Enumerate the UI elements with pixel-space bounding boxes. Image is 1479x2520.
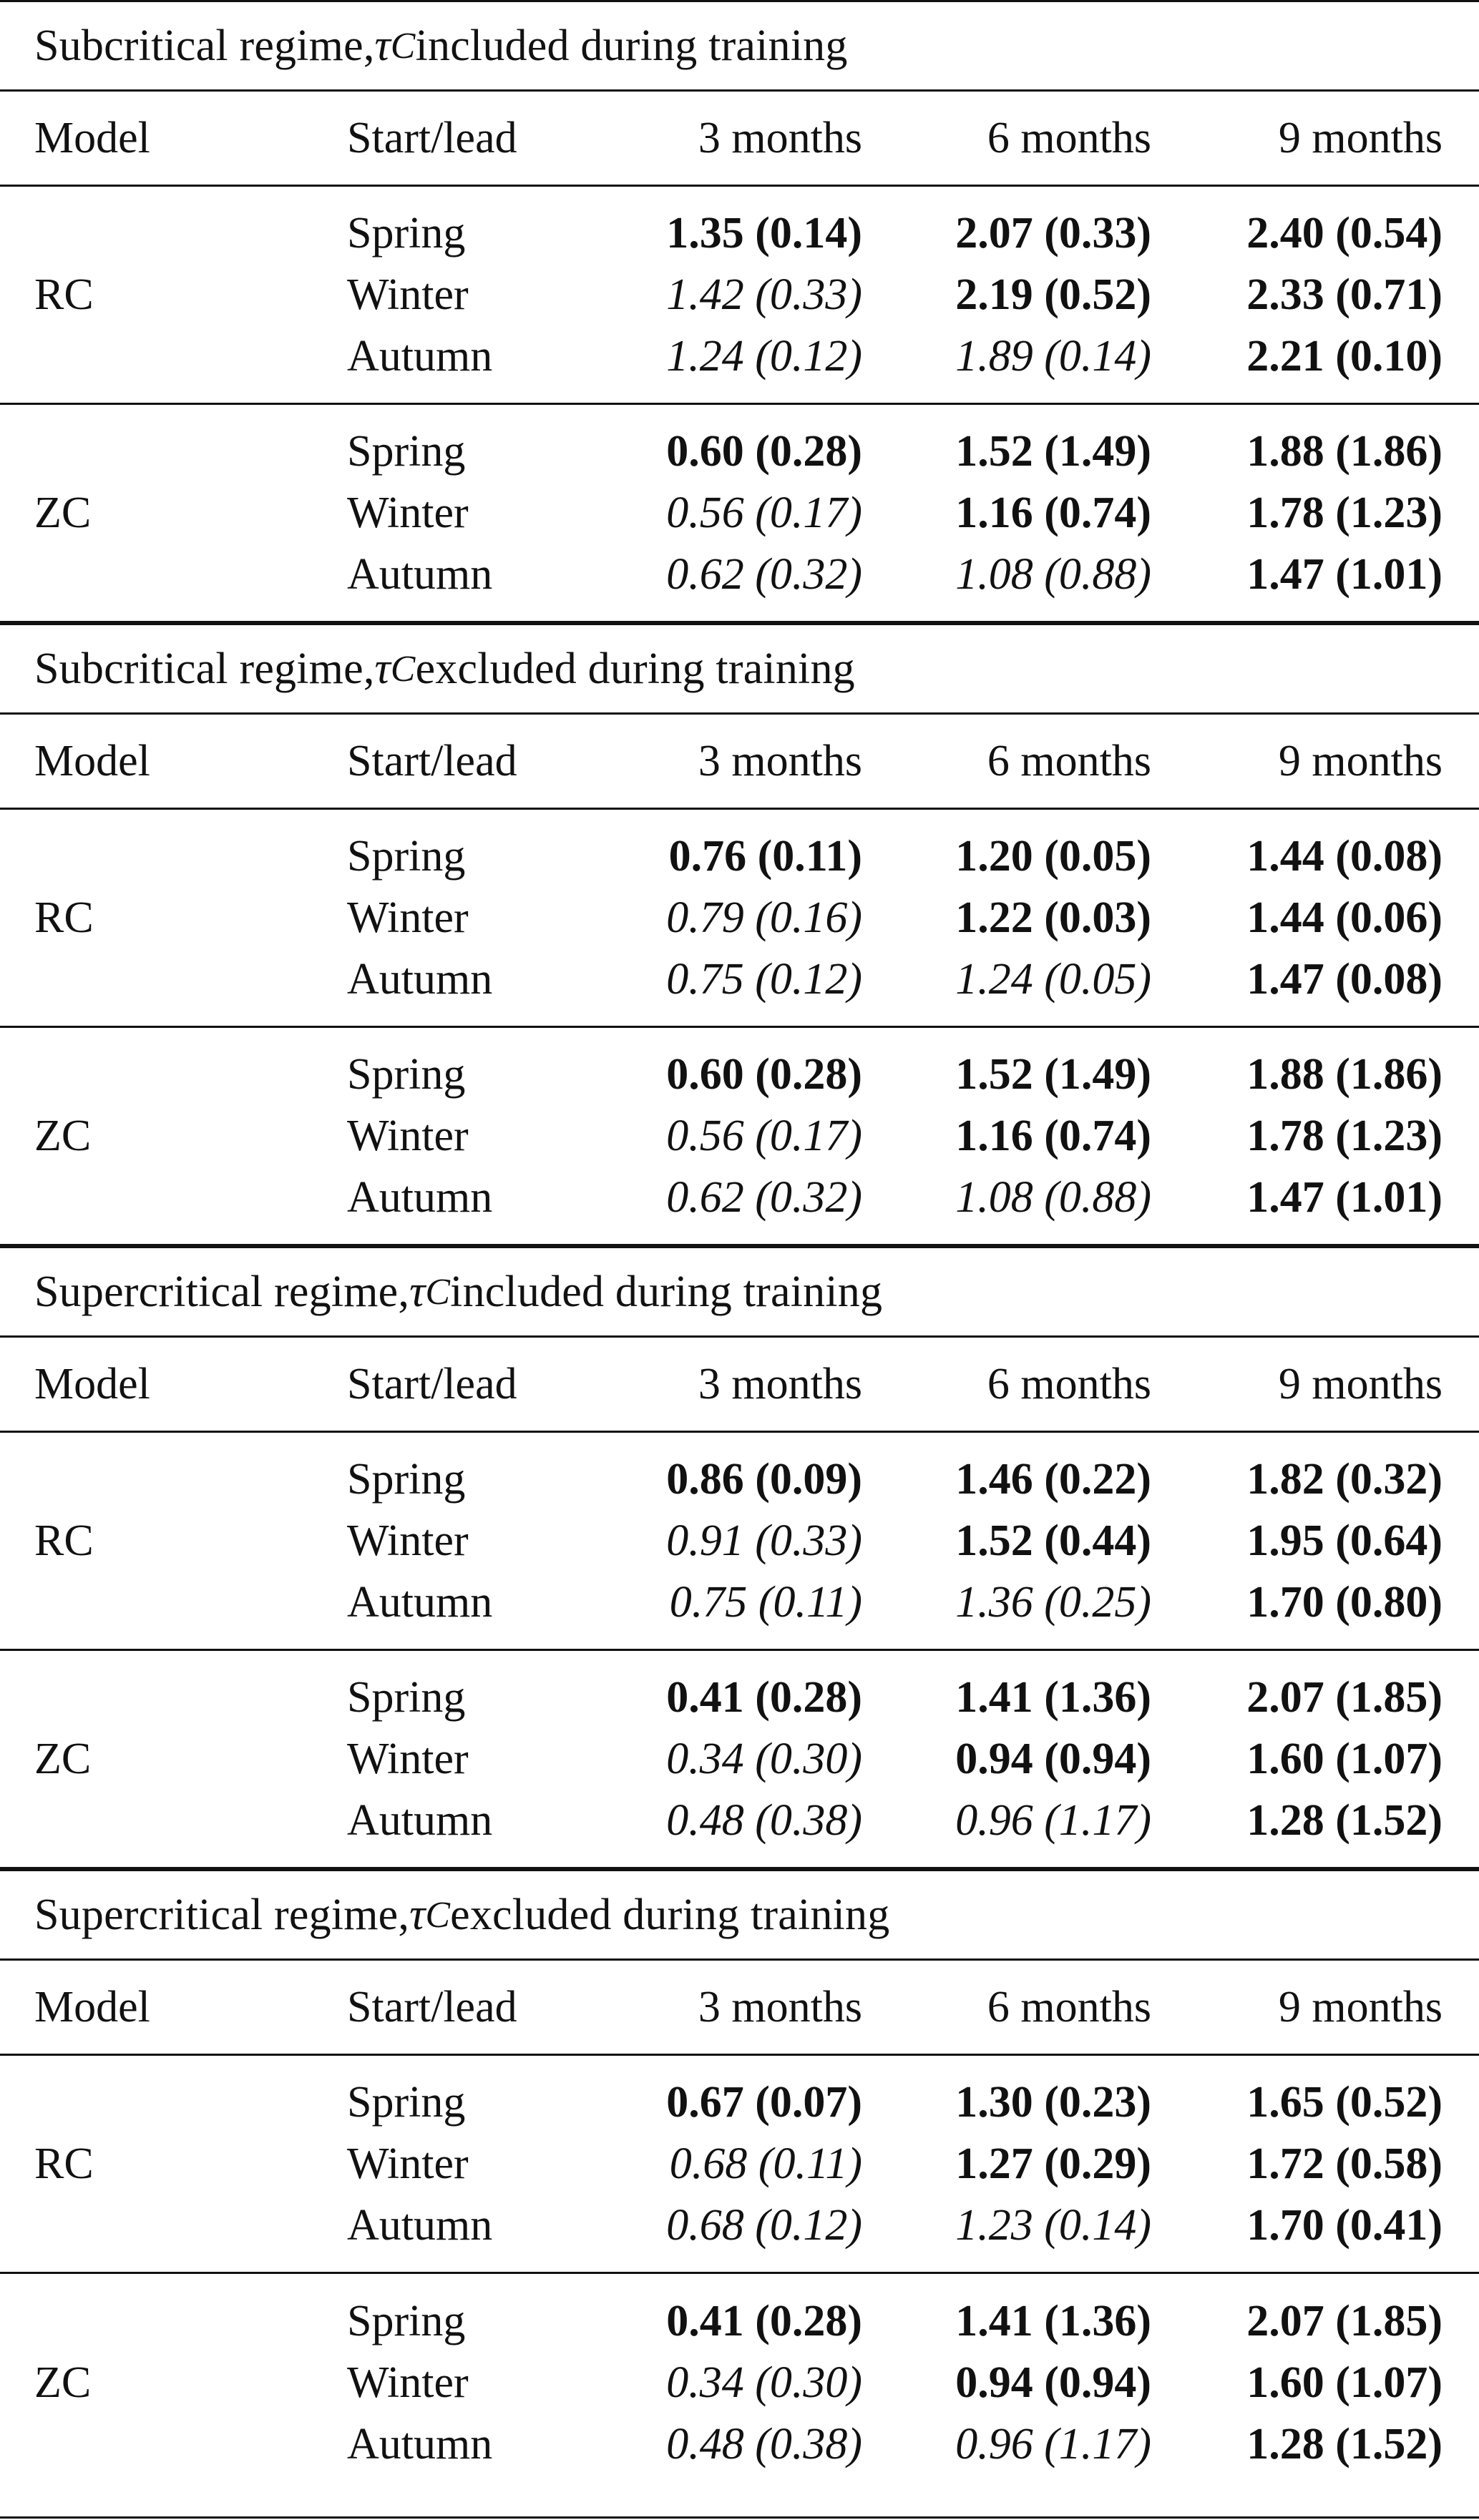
table-row [347,1510,1443,1572]
model-rows [347,421,1443,605]
lead-9-months-cell: 1.47 (1.01) [1246,1172,1443,1222]
table-section [0,1869,1479,2492]
lead-6-months-cell: 1.16 (0.74) [955,488,1151,537]
lead-6-months-cell: 1.46 (0.22) [955,1454,1151,1504]
start-season-cell: Winter [347,270,469,319]
lead-3-months-cell: 1.35 (0.14) [666,208,862,258]
start-season-cell: Spring [347,1049,466,1099]
column-header-row [0,715,1479,810]
start-season-cell: Autumn [347,1577,493,1627]
lead-9-months-cell: 1.95 (0.64) [1246,1516,1443,1565]
start-season-cell: Spring [347,1454,466,1504]
column-header-6-months: 6 months [987,113,1151,162]
column-header-3-months: 3 months [698,736,862,785]
lead-6-months-cell: 1.41 (1.36) [955,2297,1151,2345]
column-header-9-months: 9 months [1278,736,1443,785]
table-row [347,948,1443,1010]
tau-subscript: C [425,1271,451,1313]
table-row [347,544,1443,605]
table-row [347,1167,1443,1228]
model-rows [347,2291,1443,2476]
table-row [347,264,1443,325]
model-block [0,2056,1479,2274]
lead-9-months-cell: 2.07 (1.85) [1246,2297,1443,2345]
lead-6-months-cell: 1.30 (0.23) [955,2077,1151,2127]
start-season-cell: Winter [347,1516,469,1565]
column-header-row [0,1961,1479,2056]
table-bottom-rule [0,2516,1479,2519]
model-rows [347,1448,1443,1633]
lead-9-months-cell: 1.47 (1.01) [1246,549,1443,599]
lead-6-months-cell: 1.27 (0.29) [955,2139,1151,2188]
lead-3-months-cell: 0.41 (0.28) [666,2297,862,2345]
model-rows [347,825,1443,1010]
lead-9-months-cell: 1.82 (0.32) [1246,1454,1443,1504]
table-section [0,623,1479,1246]
start-season-cell: Autumn [347,1795,493,1845]
lead-6-months-cell: 1.24 (0.05) [955,954,1151,1004]
lead-9-months-cell: 1.65 (0.52) [1246,2077,1443,2127]
lead-9-months-cell: 2.33 (0.71) [1246,270,1443,319]
lead-3-months-cell: 1.42 (0.33) [666,270,862,319]
column-header-start-lead: Start/lead [347,736,517,785]
table-row [347,825,1443,887]
section-title-prefix: Supercritical regime, [34,1267,410,1316]
lead-3-months-cell: 0.60 (0.28) [666,426,862,476]
start-season-cell: Spring [347,426,466,476]
lead-6-months-cell: 1.52 (1.49) [955,1049,1151,1099]
lead-3-months-cell: 0.48 (0.38) [666,1795,862,1845]
start-season-cell: Autumn [347,331,493,381]
table-row [347,2195,1443,2256]
table-row [347,421,1443,482]
lead-9-months-cell: 1.28 (1.52) [1246,1795,1443,1845]
lead-6-months-cell: 0.94 (0.94) [955,1734,1151,1783]
start-season-cell: Spring [347,2297,466,2345]
lead-3-months-cell: 0.75 (0.11) [669,1577,862,1627]
table-row [347,1572,1443,1633]
lead-9-months-cell: 1.47 (0.08) [1246,954,1443,1004]
lead-6-months-cell: 0.96 (1.17) [955,1795,1151,1845]
table-section [0,0,1479,623]
lead-9-months-cell: 1.70 (0.41) [1246,2200,1443,2250]
tau-symbol: τ [409,1890,426,1939]
start-season-cell: Winter [347,1734,469,1783]
column-header-model: Model [34,736,150,785]
section-title-prefix: Subcritical regime, [34,21,375,70]
column-header-model: Model [34,113,150,162]
table-row [347,1728,1443,1790]
section-title-suffix: included during training [415,21,848,70]
lead-9-months-cell: 2.40 (0.54) [1246,208,1443,258]
lead-3-months-cell: 0.41 (0.28) [666,1672,862,1722]
section-title [0,0,1479,92]
lead-3-months-cell: 1.24 (0.12) [666,331,862,381]
model-block [0,1651,1479,1869]
model-name: RC [34,1516,94,1565]
lead-6-months-cell: 1.22 (0.03) [955,893,1151,942]
lead-6-months-cell: 1.16 (0.74) [955,1111,1151,1160]
lead-3-months-cell: 0.86 (0.09) [666,1454,862,1504]
model-block [0,1433,1479,1651]
model-name: ZC [34,1734,92,1783]
table-row [347,1044,1443,1105]
column-header-start-lead: Start/lead [347,1359,517,1408]
lead-9-months-cell: 1.70 (0.80) [1246,1577,1443,1627]
lead-6-months-cell: 1.08 (0.88) [955,549,1151,599]
lead-6-months-cell: 1.23 (0.14) [955,2200,1151,2250]
start-season-cell: Autumn [347,2200,493,2250]
start-season-cell: Autumn [347,1172,493,1222]
column-header-start-lead: Start/lead [347,1982,517,2031]
lead-6-months-cell: 1.89 (0.14) [955,331,1151,381]
lead-6-months-cell: 2.19 (0.52) [955,270,1151,319]
start-season-cell: Spring [347,208,466,258]
lead-9-months-cell: 1.60 (1.07) [1246,2358,1443,2407]
lead-9-months-cell: 1.78 (1.23) [1246,488,1443,537]
lead-9-months-cell: 1.28 (1.52) [1246,2420,1443,2468]
section-title [0,1246,1479,1338]
lead-9-months-cell: 1.44 (0.08) [1246,831,1443,881]
lead-3-months-cell: 0.62 (0.32) [666,549,862,599]
tau-symbol: τ [409,1267,426,1316]
column-header-model: Model [34,1359,150,1408]
tau-subscript: C [390,25,416,67]
model-rows [347,202,1443,387]
lead-3-months-cell: 0.75 (0.12) [666,954,862,1004]
lead-3-months-cell: 0.91 (0.33) [666,1516,862,1565]
model-name: RC [34,270,94,319]
column-header-row [0,1338,1479,1433]
lead-3-months-cell: 0.34 (0.30) [666,2358,862,2407]
lead-9-months-cell: 1.78 (1.23) [1246,1111,1443,1160]
lead-3-months-cell: 0.62 (0.32) [666,1172,862,1222]
column-header-6-months: 6 months [987,1359,1151,1408]
model-block [0,810,1479,1028]
section-title-prefix: Supercritical regime, [34,1890,410,1939]
table-row [347,202,1443,264]
model-name: ZC [34,488,92,537]
start-season-cell: Autumn [347,2420,493,2468]
start-season-cell: Winter [347,893,469,942]
column-header-3-months: 3 months [698,1359,862,1408]
table-row [347,1667,1443,1728]
lead-3-months-cell: 0.56 (0.17) [666,1111,862,1160]
lead-9-months-cell: 1.88 (1.86) [1246,426,1443,476]
column-header-6-months: 6 months [987,1982,1151,2031]
table-row [347,2072,1443,2133]
table-row [347,2291,1443,2353]
model-rows [347,1667,1443,1851]
start-season-cell: Autumn [347,549,493,599]
column-header-9-months: 9 months [1278,1982,1443,2031]
table-row [347,1790,1443,1851]
lead-3-months-cell: 0.76 (0.11) [668,831,862,881]
lead-3-months-cell: 0.67 (0.07) [666,2077,862,2127]
lead-3-months-cell: 0.48 (0.38) [666,2420,862,2468]
column-header-model: Model [34,1982,150,2031]
start-season-cell: Spring [347,2077,466,2127]
lead-6-months-cell: 1.52 (0.44) [955,1516,1151,1565]
section-title-prefix: Subcritical regime, [34,644,375,693]
model-block [0,405,1479,623]
tau-symbol: τ [374,644,391,693]
column-header-row [0,92,1479,187]
lead-9-months-cell: 2.07 (1.85) [1246,1672,1443,1722]
lead-3-months-cell: 0.60 (0.28) [666,1049,862,1099]
lead-6-months-cell: 0.96 (1.17) [955,2420,1151,2468]
model-name: RC [34,893,94,942]
model-rows [347,1044,1443,1228]
tau-subscript: C [390,648,416,690]
column-header-6-months: 6 months [987,736,1151,785]
model-name: ZC [34,2358,92,2407]
section-title-suffix: included during training [450,1267,883,1316]
lead-3-months-cell: 0.79 (0.16) [666,893,862,942]
section-title [0,623,1479,715]
start-season-cell: Spring [347,1672,466,1722]
lead-3-months-cell: 0.34 (0.30) [666,1734,862,1783]
table-row [347,482,1443,544]
model-name: ZC [34,1111,92,1160]
model-block [0,1028,1479,1246]
section-title-suffix: excluded during training [450,1890,890,1939]
table-row [347,2414,1443,2476]
table-row [347,1105,1443,1167]
section-title-suffix: excluded during training [415,644,855,693]
lead-6-months-cell: 1.20 (0.05) [955,831,1151,881]
lead-6-months-cell: 1.08 (0.88) [955,1172,1151,1222]
table-row [347,1448,1443,1510]
lead-6-months-cell: 2.07 (0.33) [955,208,1151,258]
start-season-cell: Winter [347,2139,469,2188]
start-season-cell: Winter [347,2358,469,2407]
start-season-cell: Winter [347,488,469,537]
lead-9-months-cell: 1.88 (1.86) [1246,1049,1443,1099]
tau-symbol: τ [374,21,391,70]
model-block [0,2274,1479,2492]
lead-6-months-cell: 1.52 (1.49) [955,426,1151,476]
lead-6-months-cell: 1.36 (0.25) [955,1577,1151,1627]
table-row [347,887,1443,948]
column-header-3-months: 3 months [698,1982,862,2031]
column-header-3-months: 3 months [698,113,862,162]
lead-9-months-cell: 2.21 (0.10) [1246,331,1443,381]
lead-9-months-cell: 1.60 (1.07) [1246,1734,1443,1783]
lead-6-months-cell: 1.41 (1.36) [955,1672,1151,1722]
lead-3-months-cell: 0.68 (0.11) [669,2139,862,2188]
model-rows [347,2072,1443,2256]
table-row [347,2133,1443,2195]
table-row [347,325,1443,387]
tau-subscript: C [425,1894,451,1936]
column-header-9-months: 9 months [1278,1359,1443,1408]
section-title [0,1869,1479,1961]
column-header-9-months: 9 months [1278,113,1443,162]
lead-3-months-cell: 0.56 (0.17) [666,488,862,537]
lead-9-months-cell: 1.72 (0.58) [1246,2139,1443,2188]
start-season-cell: Autumn [347,954,493,1004]
column-header-start-lead: Start/lead [347,113,517,162]
start-season-cell: Spring [347,831,466,881]
lead-9-months-cell: 1.44 (0.06) [1246,893,1443,942]
table-section [0,1246,1479,1869]
model-name: RC [34,2139,94,2188]
lead-6-months-cell: 0.94 (0.94) [955,2358,1151,2407]
lead-3-months-cell: 0.68 (0.12) [666,2200,862,2250]
start-season-cell: Winter [347,1111,469,1160]
model-block [0,187,1479,405]
table-row [347,2353,1443,2414]
